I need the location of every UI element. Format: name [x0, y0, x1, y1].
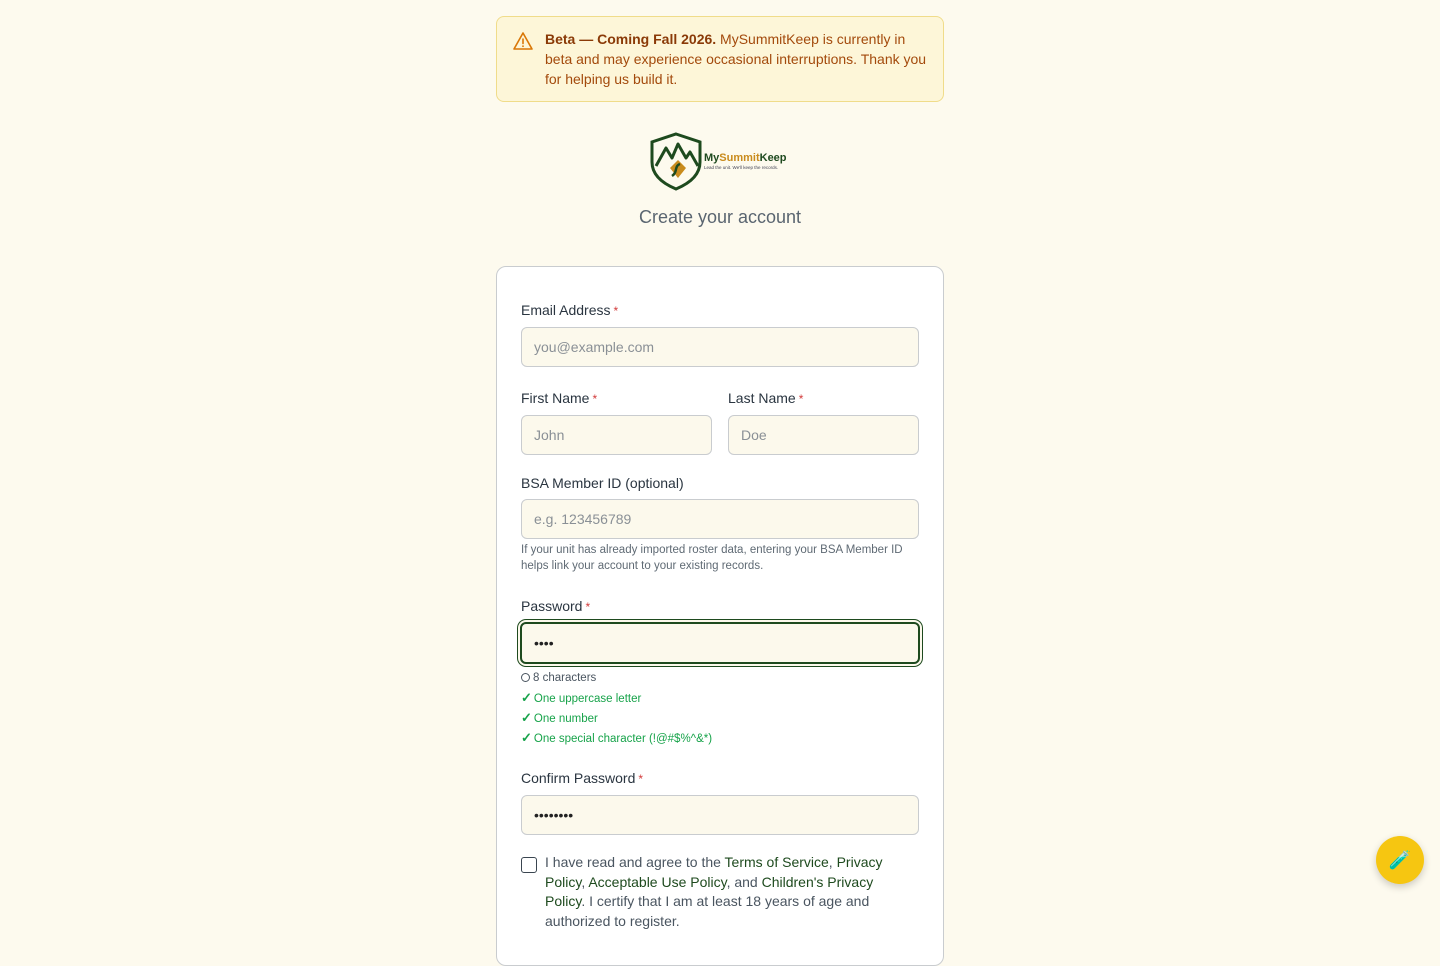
terms-text: I have read and agree to the Terms of Service, Privacy Policy, Acceptable Use Policy, and Children's Privacy Policy. I certify that I am at least 18 years of age and authorized to register.	[545, 854, 883, 929]
last-name-label: Last Name *	[728, 390, 804, 406]
bsa-id-input[interactable]: e.g. 123456789	[521, 499, 919, 539]
brand-tagline: Lead the unit. We'll keep the records.	[704, 165, 779, 170]
circle-icon	[521, 673, 530, 682]
terms-checkbox[interactable]	[521, 857, 537, 873]
bsa-id-help: If your unit has already imported roster data, entering your BSA Member ID helps link your account to your existing records.	[521, 544, 903, 572]
password-input[interactable]: ••••	[520, 622, 920, 664]
requirement-length: 8 characters	[521, 670, 596, 686]
confirm-password-label: Confirm Password *	[521, 770, 644, 786]
last-name-input[interactable]: Doe	[728, 415, 919, 455]
banner-text: MySummitKeep is currently in beta and may experience occasional interruptions. Thank you for helping us build it.	[545, 31, 927, 87]
terms-of-service-link[interactable]: Terms of Service	[724, 854, 829, 870]
first-name-label: First Name *	[521, 390, 598, 406]
childrens-privacy-policy-link[interactable]: Children's Privacy Policy	[545, 873, 874, 909]
banner-title: Beta — Coming Fall 2026.	[545, 31, 717, 47]
password-label: Password *	[521, 598, 591, 614]
requirement-uppercase: ✓ One uppercase letter	[521, 690, 642, 705]
warning-icon	[513, 31, 533, 51]
test-tube-icon: 🧪	[1388, 849, 1412, 870]
shield-mountain-logo-icon	[650, 132, 706, 190]
check-icon: ✓	[521, 710, 532, 725]
requirement-number: ✓ One number	[521, 710, 598, 725]
email-input[interactable]: you@example.com	[521, 327, 919, 367]
first-name-input[interactable]: John	[521, 415, 712, 455]
acceptable-use-policy-link[interactable]: Acceptable Use Policy	[588, 873, 727, 890]
requirement-special: ✓ One special character (!@#$%^&*)	[521, 730, 713, 745]
bsa-id-label: BSA Member ID (optional)	[521, 475, 684, 491]
page-subtitle: Create your account	[638, 207, 802, 227]
confirm-password-input[interactable]: ••••••••	[521, 795, 919, 835]
email-label: Email Address *	[521, 302, 619, 318]
brand-name: MySummitKeep	[704, 152, 787, 164]
check-icon: ✓	[521, 730, 532, 745]
check-icon: ✓	[521, 690, 532, 705]
beta-banner	[496, 16, 944, 102]
privacy-policy-link[interactable]: Privacy Policy	[545, 854, 883, 890]
test-tube-button[interactable]	[1376, 836, 1424, 884]
